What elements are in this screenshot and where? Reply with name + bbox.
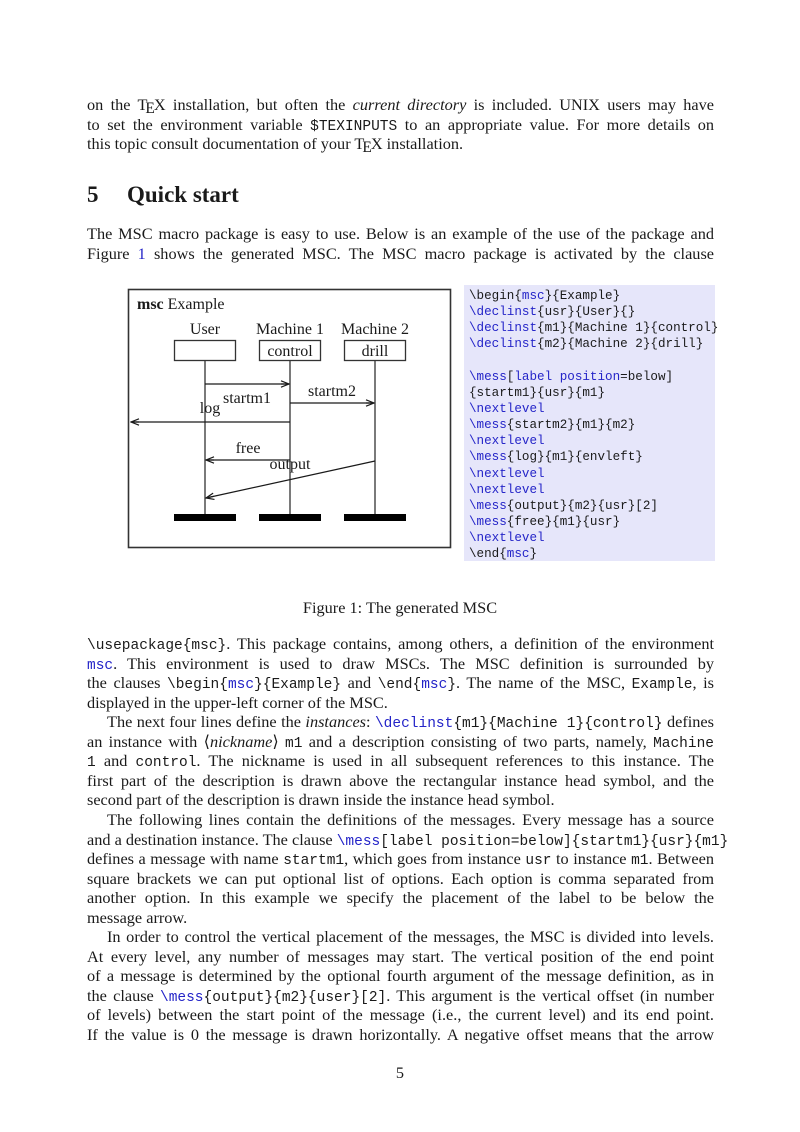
code-keyword: \declinst [469,305,538,320]
code-keyword: \mess [469,498,507,513]
code-text: {usr}{User}{} [537,305,636,320]
instance-end-usr [174,514,236,521]
code-keyword: \mess [336,833,381,850]
instance-head-usr [175,341,236,361]
code-line [469,530,715,546]
code-listing [464,285,719,562]
code-keyword: \mess [469,514,507,529]
instance-label-m1: Machine 1 [256,321,324,338]
code-keyword: \mess [469,418,507,433]
code-inline: usr [525,853,552,870]
message-label-free: free [235,440,261,457]
code-keyword: label position [514,369,621,384]
code-keyword: \mess [469,450,507,465]
message-label-log: log [199,400,221,417]
msc-title: msc Example [137,296,225,313]
code-text: [ [506,369,515,384]
code-text: {output}{m2}{usr}[2] [506,498,658,513]
text-line: The MSC macro package is easy to use. Below is an example of the use of the package and [87,224,714,243]
code-text: {m1}{Machine 1}{control} [537,321,719,336]
text-line: 1 and control. The nickname is used in all subsequent references to this instance. The [87,751,714,772]
code-text: {log}{m1}{envleft} [506,450,643,465]
code-keyword: \nextlevel [469,401,545,416]
code-keyword: \nextlevel [469,466,545,481]
code-keyword: \nextlevel [469,482,545,497]
code-inline: $TEXINPUTS [310,118,398,135]
code-line [469,433,715,449]
text-line: Figure 1 shows the generated MSC. The MSC macro package is activated by the clause [87,243,715,263]
code-line [469,401,715,417]
messages-paragraph [87,810,729,928]
code-line [469,449,715,465]
figure-caption: Figure 1: The generated MSC [302,598,498,617]
text-line: an instance with ⟨nickname⟩ m1 and a description consisting of two parts, namely, Machine [87,731,714,752]
code-inline: \usepackage{msc} [87,638,227,654]
tex-logo: TEX [137,95,166,117]
text-line: defines a message with name startm1, which goes from instance usr to instance m1. Between [87,849,715,870]
code-line [469,385,715,401]
code-keyword: \nextlevel [469,434,545,449]
code-inline: [label position=below]{startm1}{usr}{m1} [380,833,729,850]
instances-paragraph [87,712,714,810]
code-text: {startm2}{m1}{m2} [506,418,636,433]
text-line: the clause \mess{output}{m2}{user}[2]. This argument is the vertical offset (in number [87,985,714,1006]
code-line [469,336,715,352]
text-line: The following lines contain the definitions of the messages. Every message has a source [107,810,714,829]
figure-1-link[interactable]: 1 [137,243,146,263]
text-line: If the value is 0 the message is drawn horizontally. A negative offset means that the arrow [87,1024,714,1044]
text-line: second part of the description is drawn inside the instance head symbol. [87,790,555,810]
code-keyword: msc [421,677,448,694]
code-inline: {m1}{Machine 1}{control} [453,716,663,732]
instance-end-m2 [344,514,406,521]
code-text: {free}{m1}{usr} [506,514,621,529]
code-inline: } [447,677,457,694]
code-keyword: \nextlevel [469,531,545,546]
instance-end-m1 [259,514,321,521]
code-text: \begin{ [469,289,522,303]
section-number: 5 [87,182,99,207]
code-line [469,320,719,336]
code-line [469,466,715,482]
code-keyword: msc [87,657,114,674]
text-line: \usepackage{msc}. This package contains, among others, a definition of the environment [87,634,714,654]
text-line: square brackets we can put optional list of options. Each option is comma separated from [87,868,714,888]
code-inline: 1 [87,755,96,772]
text-line: displayed in the upper-left corner of the MSC. [87,692,388,712]
code-line [469,546,715,562]
code-inline: Example [631,677,693,694]
emphasis: instances [305,712,367,731]
code-keyword: \declinst [374,716,454,732]
text-line: The next four lines define the instances: \declinst{m1}{Machine 1}{control} defines [107,712,714,732]
code-keyword: \mess [160,989,204,1006]
code-keyword: \mess [469,369,507,384]
code-keyword: msc [227,677,255,694]
text-line: In order to control the vertical placement of the messages, the MSC is divided into levels. [107,927,714,946]
code-line [469,417,715,433]
code-line [469,482,715,498]
emphasis: nickname [209,731,273,751]
instance-head-text-m2: drill [361,343,389,360]
text-line: and a destination instance. The clause \mess[label position=below]{startm1}{usr}{m1} [87,829,729,850]
message-label-startm2: startm2 [308,383,356,400]
code-line [469,288,715,304]
code-inline: {output}{m2}{user}[2] [203,989,387,1006]
text-line: of levels) between the start point of the message (i.e., the current level) and its end point. [87,1005,714,1025]
code-inline: control [135,755,197,772]
instance-label-usr: User [189,321,221,338]
code-text: {m2}{Machine 2}{drill} [537,337,704,352]
code-line [469,369,715,385]
code-keyword: msc [506,547,530,562]
code-line [469,514,715,530]
text-line: of a message is determined by the optional fourth argument of the message definition, as in [87,966,714,986]
message-label-output: output [269,456,311,473]
levels-paragraph [87,927,714,1045]
code-inline: Machine [653,735,714,752]
instance-label-m2: Machine 2 [341,321,409,338]
code-keyword: \declinst [469,337,538,352]
tex-logo: TEX [354,134,383,157]
text-line: msc. This environment is used to draw MSCs. The MSC definition is surrounded by [87,653,714,674]
text-line: on the TEX installation, but often the current directory is included. UNIX users may have [87,95,715,117]
code-keyword: msc [521,289,545,303]
emphasis: current directory [352,95,467,114]
code-line [469,498,715,514]
code-text: =below] [620,369,674,384]
code-line [469,353,715,369]
message-label-startm1: startm1 [223,390,271,407]
text-line: At every level, any number of messages may start. The vertical position of the end point [87,946,714,966]
code-inline: }{Example} [254,677,342,694]
code-text: \end{ [469,547,507,562]
page-number: 5 [395,1063,405,1082]
code-text: {startm1}{usr}{m1} [469,385,606,400]
code-inline: startm1 [283,853,345,870]
text-line: the clauses \begin{msc}{Example} and \end{msc}. The name of the MSC, Example, is [87,673,714,694]
usepackage-paragraph [87,634,714,712]
code-line [469,304,715,320]
code-text: } [529,547,538,562]
code-inline: m1 [285,735,303,752]
text-line: to set the environment variable $TEXINPUTS to an appropriate value. For more details on [87,114,714,135]
code-text: }{Example} [544,289,621,303]
instance-head-text-m1: control [267,343,313,360]
text-line: this topic consult documentation of your TEX installation. [87,134,464,157]
code-inline: m1 [631,853,649,870]
text-line: another option. In this example we specify the placement of the label to be below the [87,888,714,908]
code-inline: \end{ [377,677,422,694]
text-line: first part of the description is drawn above the rectangular instance head symbol, and the [87,770,714,790]
code-inline: \begin{ [167,677,228,694]
section-title: Quick start [127,182,239,207]
text-line: message arrow. [87,907,188,927]
code-keyword: \declinst [469,321,538,336]
